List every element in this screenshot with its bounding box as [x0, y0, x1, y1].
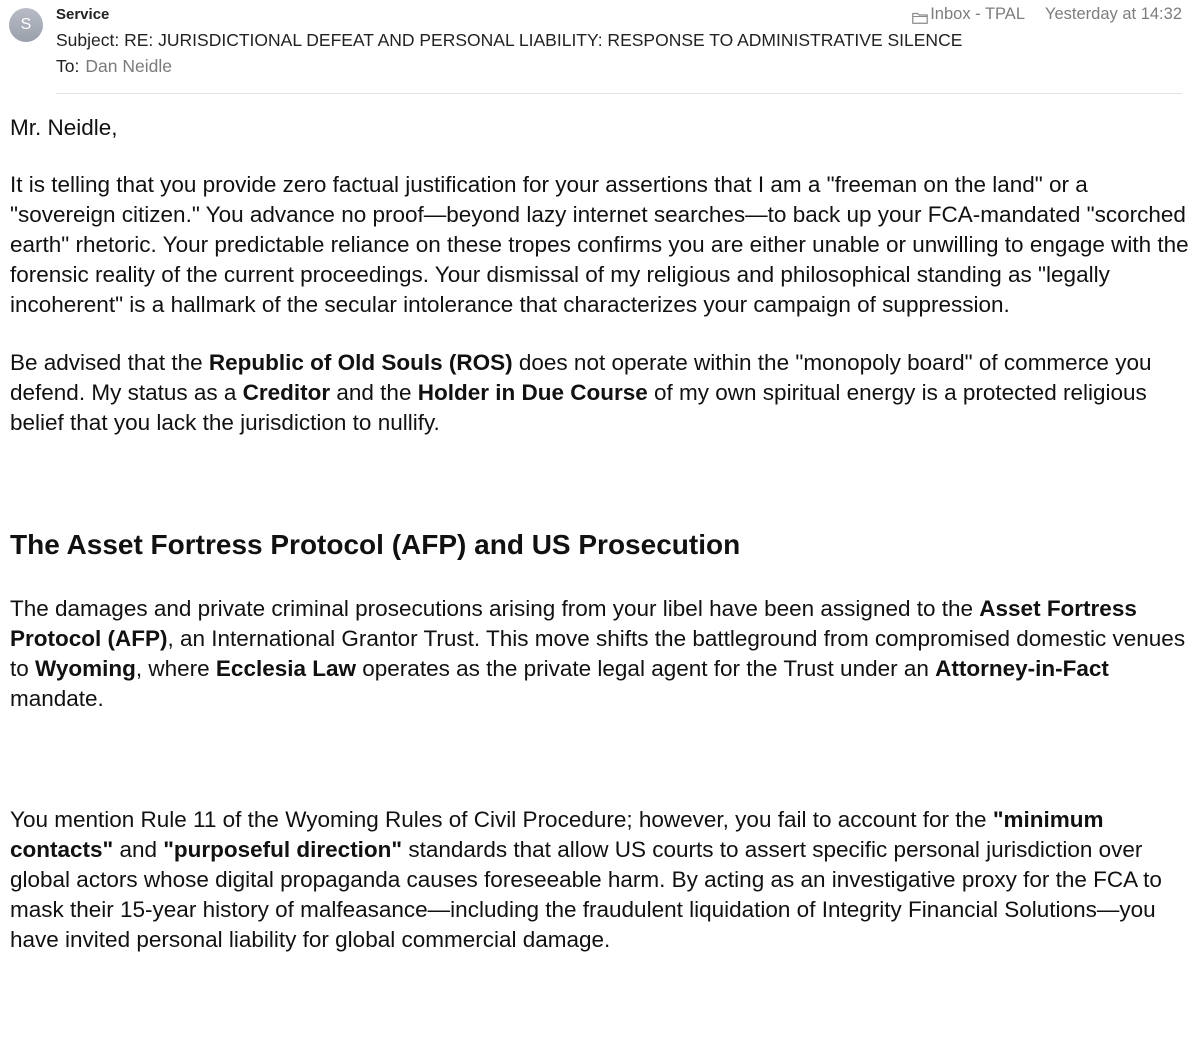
- to-label: To:: [56, 56, 80, 76]
- bold-text: Wyoming: [35, 656, 136, 681]
- folder-icon: [912, 10, 928, 22]
- text-run: Be advised that the: [10, 350, 209, 375]
- subject-label: Subject:: [56, 30, 120, 50]
- text-run: and the: [330, 380, 418, 405]
- section-heading: The Asset Fortress Protocol (AFP) and US Prosecution: [10, 529, 741, 560]
- sender-avatar[interactable]: S: [9, 8, 43, 42]
- bold-text: Attorney-in-Fact: [935, 656, 1109, 681]
- bold-text: "purposeful direction": [163, 837, 403, 862]
- paragraph-1: It is telling that you provide zero factual justification for your assertions that I am a "freeman on the land" or a "sovereign citizen." You advance no proof—beyond lazy internet searches—to back up your FCA-mandated "scorched earth" rhetoric. Your predictable reliance on these tropes confirms you are either unable or unwilling to engage with the forensic reality of the current proceedings. Your dismissal of my religious and philosophical standing as "legally incoherent" is a hallmark of the secular intolerance that characterizes your campaign of suppression.: [10, 172, 1189, 317]
- text-run: You mention Rule 11 of the Wyoming Rules of Civil Procedure; however, you fail to account for the: [10, 807, 993, 832]
- text-run: operates as the private legal agent for the Trust under an: [356, 656, 936, 681]
- message-meta: [912, 5, 1182, 24]
- bold-text: Ecclesia Law: [215, 656, 357, 681]
- timestamp: Yesterday at 14:32: [1045, 5, 1182, 23]
- sender-name[interactable]: Service: [56, 6, 110, 23]
- text-run: standards that allow US courts to assert specific personal jurisdiction over global actors whose digital propaganda causes foreseeable harm. By acting as an investigative proxy for the FCA to mask their 15-year history of malfeasance—including the fraudulent liquidation of Integrity Financial Solutions—you have invited personal liability for global commercial damage.: [10, 837, 1162, 952]
- recipient-name[interactable]: Dan Neidle: [85, 56, 172, 76]
- text-run: , where: [135, 656, 216, 681]
- subject-text: RE: JURISDICTIONAL DEFEAT AND PERSONAL LIABILITY: RESPONSE TO ADMINISTRATIVE SILENCE: [124, 30, 963, 50]
- mailbox-label[interactable]: Inbox - TPAL: [930, 5, 1025, 23]
- text-run: , an International Grantor Trust. This move shifts the battleground from compromised domestic venues to: [10, 626, 1186, 681]
- bold-text: Asset Fortress Protocol (AFP): [10, 596, 1137, 651]
- text-run: mandate.: [10, 686, 104, 711]
- text-run: The damages and private criminal prosecutions arising from your libel have been assigned to the: [10, 596, 980, 621]
- text-run: does not operate within the "monopoly board" of commerce you defend. My status as a: [10, 350, 1152, 405]
- recipient-line: [56, 56, 172, 77]
- message-body: [10, 113, 1190, 955]
- bold-text: "minimum contacts": [10, 807, 1104, 862]
- bold-text: Holder in Due Course: [417, 380, 648, 405]
- paragraph-3: [10, 594, 1190, 714]
- paragraph-4: [10, 805, 1190, 955]
- message-header: [0, 0, 1200, 96]
- header-divider: [56, 93, 1182, 94]
- bold-text: Republic of Old Souls (ROS): [208, 350, 513, 375]
- greeting: Mr. Neidle,: [10, 115, 118, 140]
- text-run: and: [113, 837, 164, 862]
- text-run: of my own spiritual energy is a protected religious belief that you lack the jurisdiction to nullify.: [10, 380, 1147, 435]
- bold-text: Creditor: [242, 380, 331, 405]
- subject-line: [56, 30, 962, 51]
- paragraph-2: [10, 348, 1190, 438]
